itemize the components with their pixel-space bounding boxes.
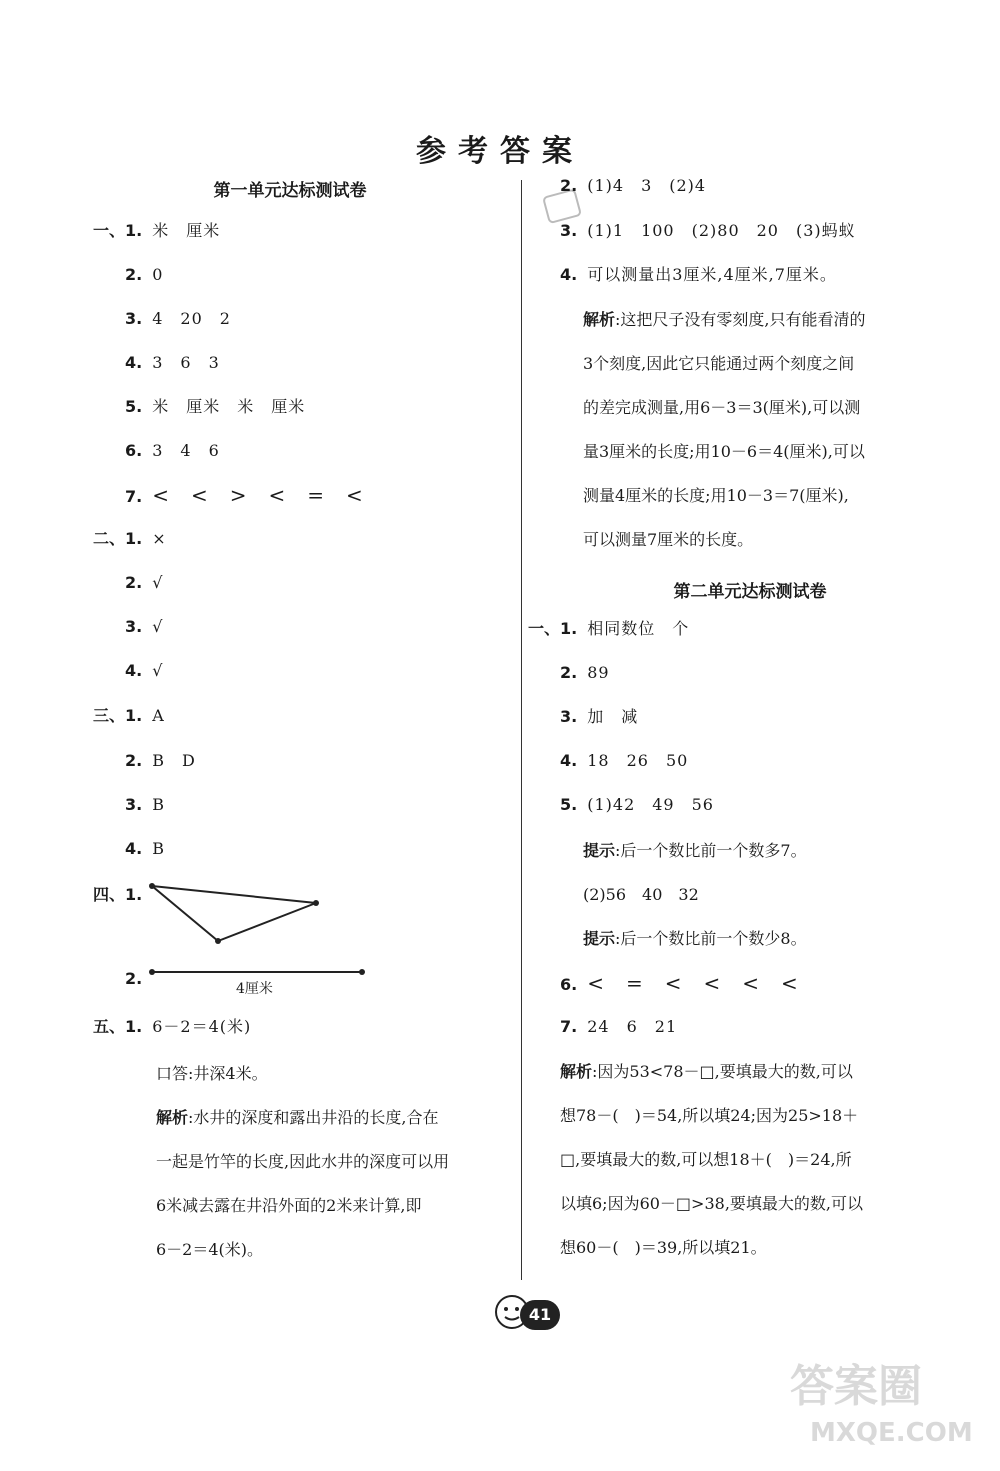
right-analysis-2 [560,1050,950,1270]
analysis-line: 量3厘米的长度;用10－6＝4(厘米),可以 [583,442,865,461]
left-oral-answer: 口答:井深4米。 [156,1064,268,1083]
answer-text: 89 [587,663,610,682]
left-line [93,308,231,330]
right-analysis [583,298,943,562]
item-number: 3. [560,707,578,726]
item-number: 3. [125,309,143,328]
answer-text: 4 20 2 [152,309,231,328]
left-line [93,884,142,906]
analysis-line: 的差完成测量,用6－3＝3(厘米),可以测 [583,398,861,417]
line-prefix: 一、 [528,619,561,638]
segment-endpoint [359,969,365,975]
answer-text: 米 厘米 米 厘米 [152,397,306,416]
answer-text: 加 减 [587,707,639,726]
analysis-label: 解析 [156,1108,189,1127]
item-number: 1. [560,619,578,638]
line-prefix: 五、 [93,1017,126,1036]
item-number: 5. [560,795,578,814]
item-number: 4. [560,751,578,770]
column-divider [521,180,522,1280]
item-number: 4. [125,661,143,680]
analysis-line: 6米减去露在井沿外面的2米来计算,即 [156,1196,422,1215]
item-number: 4. [125,353,143,372]
item-number: 2. [125,573,143,592]
left-line [93,352,220,374]
item-number: 2. [125,969,143,988]
answer-text: A [152,706,165,725]
answer-text: 米 厘米 [152,221,221,240]
line-prefix: 四、 [93,885,126,904]
analysis-line: 3个刻度,因此它只能通过两个刻度之间 [583,354,855,373]
page-number: 41 [520,1300,560,1330]
hint-line: 提示:后一个数比前一个数少8。 [583,929,807,948]
hint-line: 提示:后一个数比前一个数多7。 [583,841,807,860]
answer-text: B D [152,751,196,770]
left-line [93,484,364,508]
answer-text: (1)42 49 56 [587,795,714,814]
analysis-line: 可以测量7厘米的长度。 [583,530,754,549]
item-number: 2. [560,663,578,682]
item-number: 3. [125,795,143,814]
triangle-vertex [149,883,155,889]
left-line [93,705,165,727]
item-number: 5. [125,397,143,416]
right-line [528,794,714,816]
right-line [560,1016,677,1038]
answer-text: B [152,839,165,858]
item-number: 1. [125,1017,143,1036]
right-line [528,706,638,728]
watermark-url: MXQE.COM [810,1418,973,1448]
left-line [93,220,220,242]
left-analysis [156,1096,449,1272]
segment-endpoint [149,969,155,975]
left-line [93,1016,251,1038]
item-number: 1. [125,529,143,548]
line-prefix: 一、 [93,221,126,240]
item-number: 4. [560,265,578,284]
mascot-eye [504,1307,508,1311]
analysis-line: 解析:水井的深度和露出井沿的长度,合在 [156,1108,439,1127]
right-line [528,662,610,684]
line-prefix: 三、 [93,706,126,725]
left-line [93,528,167,550]
hint-label: 提示 [583,929,616,948]
answer-text: (1)1 100 (2)80 20 (3)蚂蚁 [587,221,856,240]
item-number: 7. [125,487,143,506]
left-section-title: 第一单元达标测试卷 [213,181,367,201]
answer-text: × [152,529,167,548]
left-line [93,838,165,860]
item-number: 3. [560,221,578,240]
hint-label: 提示 [583,841,616,860]
analysis-line: 6－2＝4(米)。 [156,1240,264,1259]
item-number: 4. [125,839,143,858]
right-line [560,220,856,242]
left-line [93,440,220,462]
analysis-line: 一起是竹竿的长度,因此水井的深度可以用 [156,1152,450,1171]
line-prefix: 二、 [93,529,126,548]
answer-text: 6－2＝4(米) [152,1017,252,1036]
answer-text: 3 4 6 [152,441,220,460]
answer-text: √ [152,573,164,592]
triangle-vertex [313,900,319,906]
analysis-label: 解析 [560,1062,593,1081]
analysis-line: 以填6;因为60－□>38,要填最大的数,可以 [560,1194,863,1213]
analysis-line: 想78－( )＝54,所以填24;因为25>18＋ [560,1106,859,1125]
triangle-vertex [215,938,221,944]
item-number: 2. [125,265,143,284]
left-line [93,660,163,682]
analysis-line: 想60－( )＝39,所以填21。 [560,1238,767,1257]
answer-text: B [152,795,165,814]
answer-text: 0 [152,265,164,284]
right-line [528,618,689,640]
item-number: 6. [560,975,578,994]
item-number: 1. [125,885,143,904]
analysis-line: 解析:这把尺子没有零刻度,只有能看清的 [583,310,866,329]
answer-text: 可以测量出3厘米,4厘米,7厘米。 [587,265,837,284]
item-number: 1. [125,706,143,725]
item-number: 2. [125,751,143,770]
answer-text: < < > < = < [152,483,364,507]
item-number: 1. [125,221,143,240]
page-title: 参考答案 [416,134,584,169]
answer-text: (1)4 3 (2)4 [587,176,707,195]
left-line [93,968,142,990]
left-line [93,794,165,816]
answer-text: 3 6 3 [152,353,220,372]
answer-text: 相同数位 个 [587,619,690,638]
answer-text: 24 6 21 [587,1017,678,1036]
answer-text: √ [152,661,164,680]
item-number: 7. [560,1017,578,1036]
triangle-figure [140,876,330,946]
sub-answer: (2)56 40 32 [583,885,699,904]
triangle-shape [152,886,316,941]
analysis-line: 解析:因为53<78－□,要填最大的数,可以 [560,1062,853,1081]
answer-text: < = < < < < [587,971,799,995]
item-number: 2. [560,176,578,195]
right-line [528,750,688,772]
left-line [93,396,305,418]
item-number: 3. [125,617,143,636]
segment-label: 4厘米 [236,981,273,997]
right-line [560,175,706,197]
watermark-logo: 答案圈 [790,1361,922,1412]
right-line [560,264,837,286]
answer-text: √ [152,617,164,636]
left-line [93,264,163,286]
analysis-label: 解析 [583,310,616,329]
left-line [93,616,163,638]
answer-text: 18 26 50 [587,751,689,770]
mascot-eye [515,1307,519,1311]
right-line [560,972,799,996]
left-line [93,750,196,772]
left-line [93,572,163,594]
analysis-line: □,要填最大的数,可以想18＋( )＝24,所 [560,1150,852,1169]
analysis-line: 测量4厘米的长度;用10－3＝7(厘米), [583,486,849,505]
right-section-title: 第二单元达标测试卷 [673,582,827,602]
item-number: 6. [125,441,143,460]
